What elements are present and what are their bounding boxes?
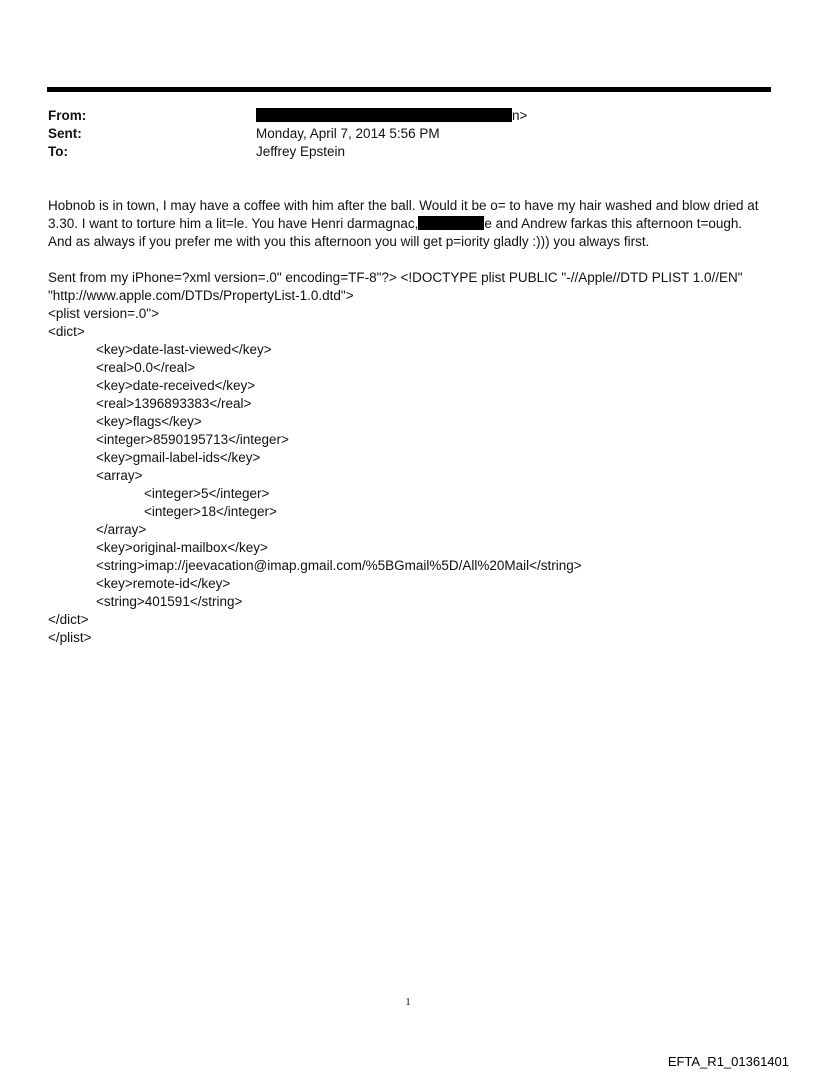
redaction-bar	[418, 216, 484, 230]
body-line-2-end: e and Andrew farkas this afternoon t=ough.	[484, 216, 743, 231]
body-line-1: Hobnob is in town, I may have a coffee with him after the ball. Would it be o= to have my hair washed and blow dried at	[48, 198, 759, 213]
plist-block	[48, 305, 772, 647]
body-line-2-start: 3.30. I want to torture him a lit=le. You have Henri darmagnac,	[48, 216, 419, 231]
plist-line: <key>flags</key>	[96, 414, 202, 429]
to-row	[48, 143, 768, 161]
plist-line: <key>date-received</key>	[96, 378, 256, 393]
from-row	[48, 107, 768, 125]
plist-line: <integer>8590195713</integer>	[96, 432, 289, 447]
page-number: 1	[405, 996, 411, 1008]
plist-line: <string>401591</string>	[96, 594, 243, 609]
plist-line: <array>	[96, 468, 143, 483]
plist-line: <plist version=.0">	[48, 306, 159, 321]
sent-from-line: Sent from my iPhone=?xml version=.0" encoding=TF-8"?> <!DOCTYPE plist PUBLIC "-//Apple//DTD PLIST 1.0//EN"	[48, 270, 743, 285]
plist-line: <string>imap://jeevacation@imap.gmail.com/%5BGmail%5D/All%20Mail</string>	[96, 558, 582, 573]
from-label: From:	[48, 108, 87, 123]
header-rule	[47, 87, 771, 92]
plist-line: <key>remote-id</key>	[96, 576, 231, 591]
redaction-bar	[256, 108, 512, 122]
plist-line: <key>date-last-viewed</key>	[96, 342, 272, 357]
plist-line: </array>	[96, 522, 147, 537]
document-id: EFTA_R1_01361401	[667, 1054, 789, 1069]
plist-line: </dict>	[48, 612, 89, 627]
sent-label: Sent:	[48, 126, 82, 141]
plist-line: <integer>18</integer>	[144, 504, 277, 519]
body-line-2	[48, 215, 772, 233]
plist-line: <real>0.0</real>	[96, 360, 196, 375]
sent-row	[48, 125, 768, 143]
body-line-3: And as always if you prefer me with you this afternoon you will get p=iority gladly :))) you always first.	[48, 234, 650, 249]
dtd-line: "http://www.apple.com/DTDs/PropertyList-1.0.dtd">	[48, 288, 354, 303]
plist-line: <integer>5</integer>	[144, 486, 270, 501]
sent-value: Monday, April 7, 2014 5:56 PM	[256, 126, 440, 141]
to-label: To:	[48, 144, 68, 159]
from-value-suffix: n>	[512, 108, 528, 123]
to-value: Jeffrey Epstein	[256, 144, 346, 159]
plist-line: <key>gmail-label-ids</key>	[96, 450, 261, 465]
plist-line: <real>1396893383</real>	[96, 396, 252, 411]
from-value	[256, 107, 527, 125]
plist-line: <dict>	[48, 324, 85, 339]
plist-line: <key>original-mailbox</key>	[96, 540, 268, 555]
plist-line: </plist>	[48, 630, 92, 645]
paragraph-gap	[48, 251, 772, 269]
email-body	[48, 197, 772, 647]
email-header	[48, 107, 768, 161]
